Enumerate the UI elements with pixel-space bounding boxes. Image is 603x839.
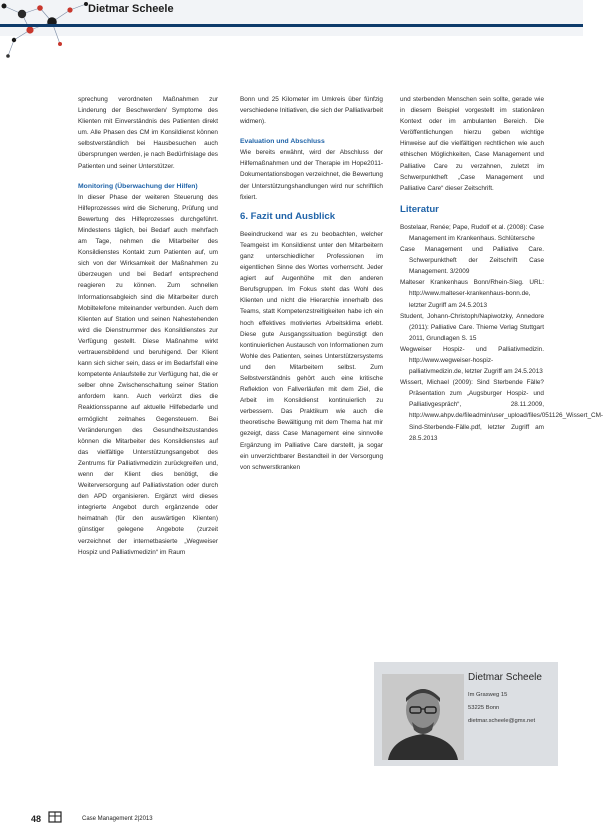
- paragraph: Bonn und 25 Kilometer im Umkreis über fünfzig verschiedene Initiativen, die sich der Palliativarbeit widmen).: [240, 96, 383, 126]
- column-3: [400, 94, 603, 444]
- author-city: 53225 Bonn: [468, 705, 500, 711]
- header-divider: [0, 24, 583, 27]
- reference-item: Case Management und Palliative Care. Schwerpunktheft der Zeitschrift Case Management. 3/2009: [400, 246, 544, 276]
- reference-item: Bostelaar, Renée; Pape, Rudolf et al. (2008): Case Management im Krankenhaus. Schlütersche: [400, 223, 544, 242]
- author-email: dietmar.scheele@gmx.net: [468, 718, 536, 724]
- reference-item: Wissert, Michael (2009): Sind Sterbende Fälle? Präsentation zum „Augsburger Hospiz- und Palliativgespräch“, 28.11.2009, http://www.ahpv.de/fileadmin/user_upload/files/051126_Wissert_CM-Sind-Sterbende-Fälle.pdf, letzter Zugriff am 28.5.2013: [400, 379, 603, 442]
- reference-item: Malteser Krankenhaus Bonn/Rhein-Sieg. URL: http://www.malteser-krankenhaus-bonn.de, letzter Zugriff am 24.5.2013: [400, 279, 544, 309]
- paragraph: sprechung verordneten Maßnahmen zur Linderung der Beschwerden/ Symptome des Klienten mit Einverständnis des Patienten direkt um. Alle Phasen des CM im Konsildienst können selbstverständlich bei Hausbesuchen auch übersprungen werden, je nach Bedürfnislage des Patienten und seiner Unterstützer.: [78, 96, 218, 170]
- paragraph: Beeindruckend war es zu beobachten, welcher Teamgeist im Konsildienst unter den Mitarbeitern ganz unterschiedlicher Professionen im eigentlichen Sinne des Wortes vorherrscht. Jeder agiert auf Augenhöhe mit den anderen Berufsgruppen. Im Fokus steht das Wohl des Klienten und nicht die Hierarchie innerhalb des Teams, statt Kompetenzstreitigkeiten habe ich ein hoch effektives motiviertes Arbeitsklima erlebt. Diese gute Ausgangssituation begünstigt den kontinuierlichen Austausch von Informationen zum Wohle des Patienten, seines Unterstützersystems und den Mitarbeitern selbst. Zum Selbstverständnis gehört auch eine kritische Reflektion von Fallverläufen mit dem Ziel, die Arbeit im Konsildienst kontinuierlich zu verbessern. Das Praktikum wie auch die theoretische Bewältigung mit dem Thema hat mir gezeigt, dass Case Management eine sinnvolle Ergänzung im Palliative Care darstellt, ja sogar ein unverzichtbarer Bestandteil in der Versorgung von schwerstkranken: [240, 230, 383, 471]
- journal-name: Case Management 2|2013: [82, 816, 153, 822]
- paragraph: Wie bereits erwähnt, wird der Abschluss der Hilfemaßnahmen und der Therapie im Hope2011-Dokumentationsbogen verzeichnet, die Bewertung der Unterstützungshandlungen wird nur schriftlich fixiert.: [240, 149, 383, 201]
- reference-list: [400, 222, 603, 444]
- column-1: [78, 94, 218, 558]
- author-name: Dietmar Scheele: [468, 672, 542, 683]
- header-author: Dietmar Scheele: [88, 3, 174, 15]
- molecule-graphic: [0, 0, 92, 62]
- section-heading-fazit: 6. Fazit und Ausblick: [240, 210, 336, 222]
- subheading-monitoring: Monitoring (Überwachung der Hilfen): [78, 182, 198, 190]
- subheading-evaluation: Evaluation und Abschluss: [240, 138, 325, 146]
- section-heading-literatur: Literatur: [400, 203, 439, 215]
- author-photo: [382, 674, 464, 760]
- paragraph: und sterbenden Menschen sein sollte, gerade wie in diesem Beispiel vorgestellt im stationären Kontext oder im ambulanten Bereich. Die Veröffentlichungen hierzu geben wichtige Hinweise auf die vielfältigen rechtlichen wie auch ethischen Möglichkeiten, Case Management und Palliative Care zu verzahnen, zuletzt im Schwerpunktheft „Case Management und Palliative Care“ dieser Zeitschrift.: [400, 96, 544, 192]
- author-box: [374, 662, 558, 766]
- page-number: 48: [31, 814, 42, 824]
- reference-item: Wegweiser Hospiz- und Palliativmedizin. http://www.wegweiser-hospiz-palliativmedizin.de, letzter Zugriff am 24.5.2013: [400, 345, 544, 376]
- author-address: Im Grasweg 15: [468, 692, 508, 698]
- column-2: [240, 94, 383, 473]
- paragraph: In dieser Phase der weiteren Steuerung des Hilfeprozesses wird die Sicherung, Prüfung und Bewertung des Hilfeprozesses durchgeführt. Mindestens täglich, bei Bedarf auch mehrfach am Tage, nehmen die Mitarbeiter des Konsildienstes Kontakt zum Patienten auf, um sich von der Wirksamkeit der Maßnahmen zu überzeugen und bei Bedarf entsprechend reagieren zu können. Zum schnellen Informationsabgleich sind die Mitarbeiter durch Mobiltelefone miteinander verbunden. Auch dem Klienten auf Station und seinen Nahestehenden wird die Dienstnummer des Konsildienstes zur Verfügung gestellt. Diese Maßnahme wirkt vertrauensbildend und beruhigend. Der Klient kann sich sicher sein, dass er im Bedarfsfall eine kompetente Anlaufstelle zur Verfügung hat, die er selber ohne Zwischenschaltung seiner Station anfordern kann. Auch verkürzt dies die Reaktionsspanne auf aktuelle Hilfebedarfe und ermöglicht zeitnahes Gegensteuern. Bei Veränderungen des Gesundheitszustandes können die Mitarbeiter des Konsildienstes auf das vielfältige Unterstützungsangebot des Zentrums für Palliativmedizin zurückgreifen und, wenn der Klient dies benötigt, die Weiterversorgung auf Palliativstation oder durch den APD organisieren. Ergänzt wird dieses integrierte Angebot durch ergänzende oder heimatnah (für den auswärtigen Klienten) günstiger gelegene Angebote (zurzeit verzeichnet der internetbasierte „Wegweiser Hospiz und Palliativmedizin“ im Raum: [78, 193, 218, 556]
- reference-item: Student, Johann-Christoph/Napiwotzky, Annedore (2011): Palliative Care. Thieme Verlag Stuttgart 2011, Grundlagen S. 15: [400, 312, 544, 342]
- journal-logo-icon: [48, 811, 62, 823]
